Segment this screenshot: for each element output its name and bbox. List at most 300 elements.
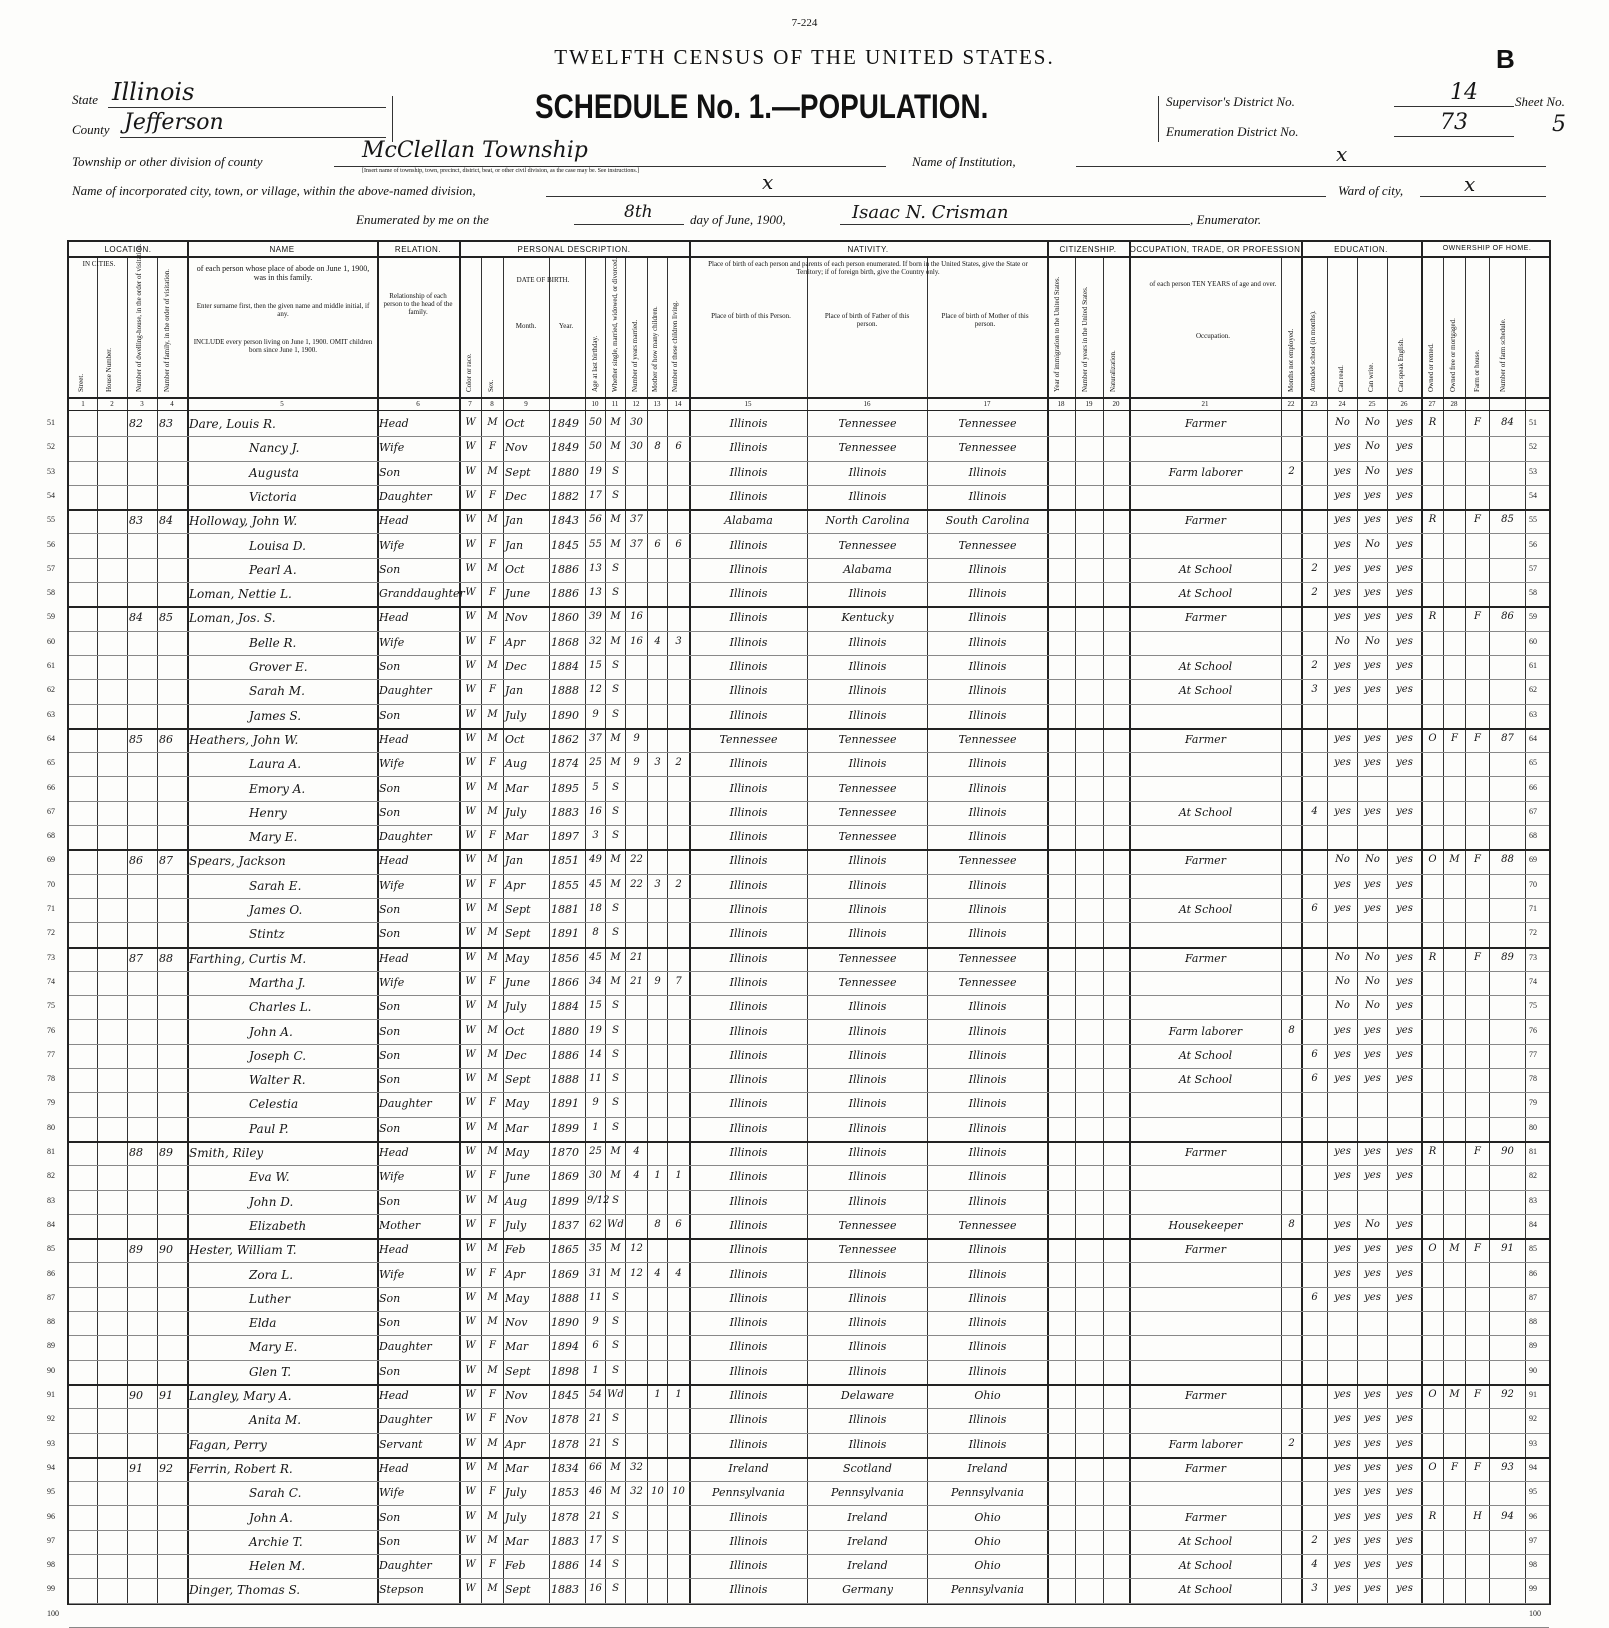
- cell-ym: 4: [633, 1146, 640, 1157]
- cell-bp: Illinois: [729, 1510, 768, 1524]
- cell-age: 21: [589, 1437, 602, 1449]
- line-number-right: 84: [1529, 1219, 1537, 1229]
- col-color: Color or race.: [465, 353, 473, 392]
- cell-fh: F: [1474, 514, 1481, 526]
- line-number-right: 65: [1529, 758, 1537, 768]
- line-number-left: 71: [47, 904, 55, 913]
- cell-age: 9: [592, 708, 599, 720]
- cell-sp: yes: [1396, 1583, 1413, 1595]
- cell-mon: Sept: [505, 465, 531, 479]
- cell-bf: Illinois: [848, 1364, 887, 1378]
- cell-occ: Farmer: [1185, 1243, 1226, 1257]
- cell-wr: No: [1365, 538, 1380, 550]
- cell-bm: Tennessee: [958, 417, 1017, 430]
- cell-sex: M: [487, 951, 498, 963]
- cell-age: 25: [589, 757, 602, 769]
- cell-mar: S: [612, 1364, 619, 1376]
- line-number-right: 78: [1529, 1074, 1537, 1084]
- col-in-cities: IN CITIES.: [82, 260, 116, 268]
- cell-yr: 1866: [551, 975, 579, 989]
- cell-yr: 1899: [551, 1194, 579, 1208]
- col-relation-desc: Relationship of each person to the head of the family.: [383, 292, 453, 316]
- cell-col: W: [465, 1000, 476, 1012]
- column-number: 21: [1201, 400, 1209, 408]
- cell-bm: South Carolina: [945, 514, 1030, 528]
- cell-fh: F: [1474, 951, 1481, 963]
- cell-bf: Illinois: [848, 660, 887, 673]
- cell-liv: 1: [675, 1389, 682, 1400]
- cell-name: Holloway, John W.: [189, 514, 298, 529]
- line-number-right: 89: [1529, 1341, 1537, 1351]
- cell-age: 21: [589, 1510, 602, 1522]
- cell-col: W: [465, 1073, 476, 1085]
- col-group-citizenship: CITIZENSHIP.: [1059, 245, 1117, 254]
- cell-occ: At School: [1178, 587, 1233, 601]
- cell-rel: Son: [379, 1194, 401, 1208]
- cell-wr: yes: [1364, 1510, 1381, 1522]
- cell-liv: 6: [675, 538, 682, 550]
- cell-sex: M: [487, 1000, 498, 1012]
- cell-rd: yes: [1334, 514, 1351, 526]
- cell-bf: Illinois: [848, 1024, 887, 1038]
- cell-wr: yes: [1364, 757, 1381, 769]
- cell-wr: yes: [1364, 1024, 1381, 1036]
- cell-name: John A.: [249, 1510, 293, 1525]
- cell-bp: Illinois: [729, 1583, 768, 1597]
- cell-col: W: [465, 635, 476, 647]
- cell-bf: Illinois: [848, 1340, 887, 1354]
- table-row: [47, 1092, 1549, 1116]
- cell-name: Walter R.: [249, 1073, 306, 1088]
- cell-mar: S: [612, 1534, 619, 1546]
- cell-bf: Ireland: [847, 1534, 888, 1548]
- enumerator-name: Isaac N. Crisman: [852, 202, 1009, 223]
- cell-bp: Illinois: [729, 1121, 768, 1135]
- enum-district-value: 73: [1440, 110, 1468, 135]
- cell-wr: yes: [1364, 1170, 1381, 1182]
- cell-sp: yes: [1396, 441, 1413, 453]
- cell-fam: 87: [159, 854, 173, 868]
- cell-col: W: [465, 757, 476, 769]
- cell-bm: Tennessee: [958, 1218, 1017, 1232]
- cell-age: 9: [592, 1097, 599, 1109]
- cell-sp: yes: [1396, 1437, 1413, 1449]
- cell-rd: yes: [1334, 1218, 1351, 1230]
- column-number: 3: [140, 400, 144, 408]
- cell-own: R: [1428, 514, 1437, 526]
- cell-sex: F: [489, 441, 496, 453]
- cell-fh: F: [1474, 854, 1481, 866]
- cell-sex: M: [487, 1461, 498, 1473]
- table-row: [47, 752, 1549, 776]
- cell-age: 16: [589, 805, 602, 817]
- cell-liv: 4: [675, 1267, 682, 1279]
- table-row: [47, 922, 1549, 946]
- cell-sex: M: [487, 1121, 498, 1133]
- cell-sex: M: [487, 1583, 498, 1595]
- table-row: [47, 1311, 1549, 1335]
- cell-bf: North Carolina: [825, 514, 910, 528]
- cell-age: 46: [589, 1486, 602, 1498]
- cell-sex: M: [487, 417, 498, 428]
- column-number: 10: [591, 400, 599, 408]
- table-row: [47, 874, 1549, 898]
- cell-fs: 84: [1501, 417, 1514, 428]
- cell-mar: S: [612, 830, 619, 842]
- table-row: [47, 1335, 1549, 1359]
- line-number-right: 93: [1529, 1438, 1537, 1448]
- col-house-number: House Number.: [105, 348, 113, 392]
- cell-dw: 89: [129, 1243, 143, 1257]
- line-number-right: 88: [1529, 1317, 1537, 1327]
- cell-yr: 1878: [551, 1413, 579, 1427]
- cell-mon: Mar: [505, 830, 529, 844]
- col-month: Month.: [515, 322, 537, 330]
- cell-age: 17: [589, 489, 602, 501]
- enum-district-label: Enumeration District No.: [1166, 124, 1299, 139]
- cell-bm: Tennessee: [958, 951, 1017, 965]
- col-owned-rented: Owned or rented.: [1427, 343, 1435, 392]
- cell-name: Sarah E.: [249, 878, 302, 893]
- line-number-right: 81: [1529, 1147, 1537, 1156]
- cell-bp: Illinois: [729, 757, 768, 771]
- cell-mar: M: [610, 1267, 621, 1279]
- cell-bf: Illinois: [848, 757, 887, 771]
- cell-rel: Daughter: [379, 1559, 432, 1573]
- cell-sex: M: [487, 781, 498, 793]
- cell-age: 19: [589, 465, 602, 477]
- cell-rd: yes: [1334, 1437, 1351, 1449]
- cell-bm: Illinois: [968, 562, 1007, 576]
- cell-bp: Illinois: [729, 1316, 768, 1330]
- line-number-left: 98: [47, 1560, 55, 1570]
- cell-rel: Head: [379, 854, 409, 868]
- cell-rel: Granddaughter: [379, 587, 465, 601]
- table-row: [47, 1068, 1549, 1092]
- line-number-left: 75: [47, 1001, 55, 1011]
- cell-ym: 16: [630, 611, 643, 623]
- column-number: 24: [1338, 400, 1346, 408]
- cell-yr: 1886: [551, 587, 579, 601]
- cell-mar: M: [610, 538, 621, 550]
- cell-mon: May: [505, 1146, 530, 1159]
- table-row: [47, 1117, 1549, 1141]
- col-years-married: Number of years married.: [631, 319, 639, 392]
- cell-wr: yes: [1364, 805, 1381, 817]
- cell-mar: S: [612, 1559, 619, 1571]
- table-row: [47, 655, 1549, 679]
- cell-sex: M: [487, 465, 498, 477]
- cell-yr: 1837: [551, 1218, 579, 1232]
- cell-bp: Illinois: [729, 878, 768, 892]
- cell-bf: Illinois: [848, 465, 887, 479]
- cell-mar: S: [612, 1413, 619, 1425]
- cell-bf: Tennessee: [838, 1218, 897, 1232]
- cell-mar: M: [610, 1146, 621, 1157]
- cell-mon: Apr: [505, 635, 526, 649]
- cell-bp: Illinois: [729, 1024, 768, 1038]
- line-number-right: 99: [1529, 1584, 1537, 1594]
- cell-sp: yes: [1396, 1389, 1413, 1400]
- city-line: [546, 196, 1326, 197]
- col-name-note1: Enter surname first, then the given name and middle initial, if any.: [196, 302, 370, 318]
- col-group-education: EDUCATION.: [1334, 245, 1388, 254]
- line-number-right: 56: [1529, 539, 1537, 549]
- sheet-no-label: Sheet No.: [1515, 94, 1565, 109]
- cell-bm: Ohio: [974, 1510, 1001, 1524]
- cell-mon: Sept: [505, 927, 531, 941]
- cell-name: Mary E.: [249, 1340, 298, 1355]
- table-row: [47, 1238, 1549, 1262]
- cell-mar: S: [612, 1121, 619, 1133]
- brace-right: [1158, 96, 1159, 142]
- cell-bm: Illinois: [968, 805, 1007, 819]
- cell-fs: 88: [1501, 854, 1514, 866]
- cell-occ: Farmer: [1185, 1146, 1226, 1159]
- cell-sp: yes: [1396, 732, 1413, 744]
- cell-occ: Farmer: [1185, 951, 1226, 965]
- cell-col: W: [465, 1121, 476, 1133]
- cell-bm: Illinois: [968, 660, 1007, 673]
- line-number-left: 92: [47, 1414, 55, 1424]
- cell-sp: yes: [1396, 1000, 1413, 1012]
- line-number-right: 60: [1529, 636, 1537, 646]
- cell-fs: 85: [1501, 514, 1514, 526]
- cell-rel: Wife: [379, 1170, 405, 1184]
- cell-wr: yes: [1364, 514, 1381, 526]
- cell-ym: 12: [630, 1267, 643, 1279]
- cell-sex: M: [487, 805, 498, 817]
- day-line: [574, 224, 684, 225]
- cell-col: W: [465, 732, 476, 744]
- cell-sch: 6: [1311, 1048, 1318, 1060]
- cell-age: 5: [592, 781, 599, 793]
- cell-rel: Son: [379, 708, 401, 722]
- cell-ym: 9: [633, 757, 640, 769]
- cell-mar: S: [612, 1097, 619, 1109]
- column-number: 19: [1085, 400, 1093, 408]
- cell-mar: S: [612, 1194, 619, 1206]
- cell-rel: Son: [379, 1048, 401, 1062]
- cell-name: Elda: [249, 1316, 277, 1331]
- table-row: [47, 1384, 1549, 1408]
- cell-sp: yes: [1396, 854, 1413, 866]
- col-group-location: LOCATION.: [104, 245, 152, 254]
- cell-fh: F: [1474, 1389, 1481, 1400]
- cell-bf: Illinois: [848, 903, 887, 916]
- cell-bp: Illinois: [729, 927, 768, 941]
- cell-occ: At School: [1178, 903, 1233, 916]
- column-number: 4: [170, 400, 174, 408]
- cell-occ: At School: [1178, 1559, 1233, 1573]
- cell-bf: Pennsylvania: [831, 1486, 904, 1500]
- cell-rel: Head: [379, 1461, 409, 1475]
- line-number-left: 90: [47, 1365, 55, 1375]
- cell-name: Mary E.: [249, 830, 298, 845]
- column-number-line: [69, 410, 1549, 411]
- cell-fs: 91: [1501, 1243, 1514, 1255]
- cell-name: Hester, William T.: [189, 1243, 297, 1258]
- cell-own: R: [1428, 951, 1437, 963]
- cell-mon: June: [505, 1170, 531, 1184]
- line-number-left: 88: [47, 1317, 55, 1327]
- line-number-left: 78: [47, 1074, 55, 1084]
- cell-age: 56: [589, 514, 602, 526]
- sheet-letter: B: [1496, 44, 1515, 74]
- cell-moc: 4: [654, 635, 661, 647]
- cell-sex: M: [487, 1291, 498, 1303]
- cell-yr: 1843: [551, 514, 579, 528]
- cell-sp: yes: [1396, 1413, 1413, 1425]
- ward-line: [1420, 196, 1546, 197]
- cell-fam: 89: [159, 1146, 173, 1159]
- cell-bp: Illinois: [729, 635, 768, 649]
- cell-yr: 1891: [551, 927, 579, 941]
- cell-wr: yes: [1364, 1389, 1381, 1400]
- cell-fh: F: [1474, 611, 1481, 623]
- cell-age: 13: [589, 587, 602, 599]
- cell-sp: yes: [1396, 1486, 1413, 1498]
- cell-yr: 1888: [551, 1073, 579, 1087]
- line-number-left: 61: [47, 661, 55, 670]
- col-group-ownership: OWNERSHIP OF HOME.: [1442, 245, 1532, 252]
- line-number-left: 56: [47, 539, 55, 549]
- table-row: [47, 1214, 1549, 1238]
- supervisor-line: [1394, 106, 1514, 107]
- cell-yr: 1874: [551, 757, 579, 771]
- cell-wr: No: [1365, 975, 1380, 987]
- cell-rel: Wife: [379, 538, 405, 552]
- cell-col: W: [465, 1413, 476, 1425]
- cell-yr: 1883: [551, 1534, 579, 1548]
- cell-rd: yes: [1334, 1024, 1351, 1036]
- cell-mar: S: [612, 684, 619, 696]
- cell-bf: Illinois: [848, 489, 887, 503]
- cell-rel: Daughter: [379, 1340, 432, 1354]
- cell-yr: 1897: [551, 830, 579, 844]
- line-number-left: 62: [47, 685, 55, 695]
- cell-yr: 1853: [551, 1486, 579, 1500]
- cell-mon: July: [505, 1486, 527, 1500]
- enumerator-line: [840, 224, 1190, 225]
- cell-sp: yes: [1396, 1024, 1413, 1036]
- cell-own: O: [1428, 1461, 1437, 1473]
- cell-mar: S: [612, 805, 619, 817]
- cell-bf: Illinois: [848, 1097, 887, 1111]
- cell-ym: 37: [630, 514, 643, 526]
- col-mother-of: Mother of how many children.: [651, 306, 659, 392]
- cell-yr: 1869: [551, 1267, 579, 1281]
- table-row: [47, 1408, 1549, 1432]
- cell-sex: F: [489, 489, 496, 501]
- cell-bp: Illinois: [729, 854, 768, 868]
- cell-rd: No: [1335, 635, 1350, 647]
- line-number-right: 79: [1529, 1098, 1537, 1108]
- col-nativity-desc: Place of birth of each person and parents of each person enumerated. If born in the United States, give the State or Territory; if of foreign birth, give the Country only.: [708, 260, 1028, 276]
- cell-yr: 1870: [551, 1146, 579, 1159]
- cell-rel: Daughter: [379, 1097, 432, 1111]
- cell-rd: yes: [1334, 1048, 1351, 1060]
- cell-bf: Illinois: [848, 684, 887, 698]
- cell-sch: 2: [1311, 587, 1318, 599]
- cell-bm: Illinois: [968, 1243, 1007, 1257]
- cell-name: Loman, Nettie L.: [189, 587, 292, 602]
- cell-rd: yes: [1334, 1243, 1351, 1255]
- cell-rd: yes: [1334, 1267, 1351, 1279]
- cell-sp: yes: [1396, 951, 1413, 963]
- cell-age: 31: [589, 1267, 602, 1279]
- cell-wr: yes: [1364, 1048, 1381, 1060]
- cell-dw: 87: [129, 951, 143, 965]
- cell-moc: 9: [654, 975, 661, 987]
- cell-occ: At School: [1178, 1048, 1233, 1062]
- cell-bp: Illinois: [729, 1389, 768, 1402]
- cell-yr: 1845: [551, 538, 579, 552]
- column-number: 27: [1428, 400, 1436, 408]
- cell-mar: Wd: [607, 1389, 624, 1400]
- cell-ym: 16: [630, 635, 643, 647]
- cell-col: W: [465, 951, 476, 963]
- enumerated-month-label: day of June, 1900,: [690, 212, 786, 227]
- cell-rel: Son: [379, 1073, 401, 1087]
- cell-bm: Illinois: [968, 1413, 1007, 1427]
- line-number-right: 70: [1529, 879, 1537, 889]
- cell-wr: No: [1365, 635, 1380, 647]
- cell-mon: Dec: [505, 1048, 527, 1062]
- cell-occ: Farmer: [1185, 854, 1226, 868]
- enumerated-day: 8th: [624, 202, 653, 222]
- cell-bf: Illinois: [848, 927, 887, 941]
- cell-bp: Illinois: [729, 587, 768, 601]
- cell-mon: Sept: [505, 1073, 531, 1087]
- cell-bp: Illinois: [729, 1559, 768, 1573]
- cell-occ: Farmer: [1185, 1510, 1226, 1524]
- cell-bm: Pennsylvania: [951, 1583, 1024, 1597]
- line-number-right: 75: [1529, 1001, 1537, 1011]
- cell-sex: M: [487, 660, 498, 671]
- cell-mu: 8: [1288, 1218, 1295, 1230]
- cell-mar: M: [610, 514, 621, 526]
- cell-col: W: [465, 441, 476, 453]
- cell-sex: M: [487, 1316, 498, 1328]
- cell-ym: 30: [630, 441, 643, 453]
- cell-yr: 1886: [551, 1048, 579, 1062]
- cell-sp: yes: [1396, 903, 1413, 914]
- cell-name: Loman, Jos. S.: [189, 611, 276, 626]
- cell-liv: 2: [675, 878, 682, 890]
- cell-age: 50: [589, 441, 602, 453]
- table-row: [47, 947, 1549, 971]
- cell-sp: yes: [1396, 1461, 1413, 1473]
- cell-mar: M: [610, 757, 621, 769]
- cell-rd: yes: [1334, 1534, 1351, 1546]
- cell-wr: yes: [1364, 1461, 1381, 1473]
- column-number: 11: [611, 400, 619, 408]
- cell-yr: 1880: [551, 1024, 579, 1038]
- cell-moc: 3: [654, 757, 661, 769]
- column-number: 23: [1310, 400, 1318, 408]
- cell-col: W: [465, 1510, 476, 1522]
- cell-ym: 22: [630, 854, 643, 866]
- cell-rd: yes: [1334, 660, 1351, 671]
- cell-yr: 1899: [551, 1121, 579, 1135]
- cell-fh: F: [1474, 1243, 1481, 1255]
- cell-mon: Sept: [505, 1364, 531, 1378]
- col-can-write: Can write.: [1367, 362, 1375, 392]
- table-row: [47, 849, 1549, 873]
- cell-sex: M: [487, 1024, 498, 1036]
- cell-wr: yes: [1364, 611, 1381, 623]
